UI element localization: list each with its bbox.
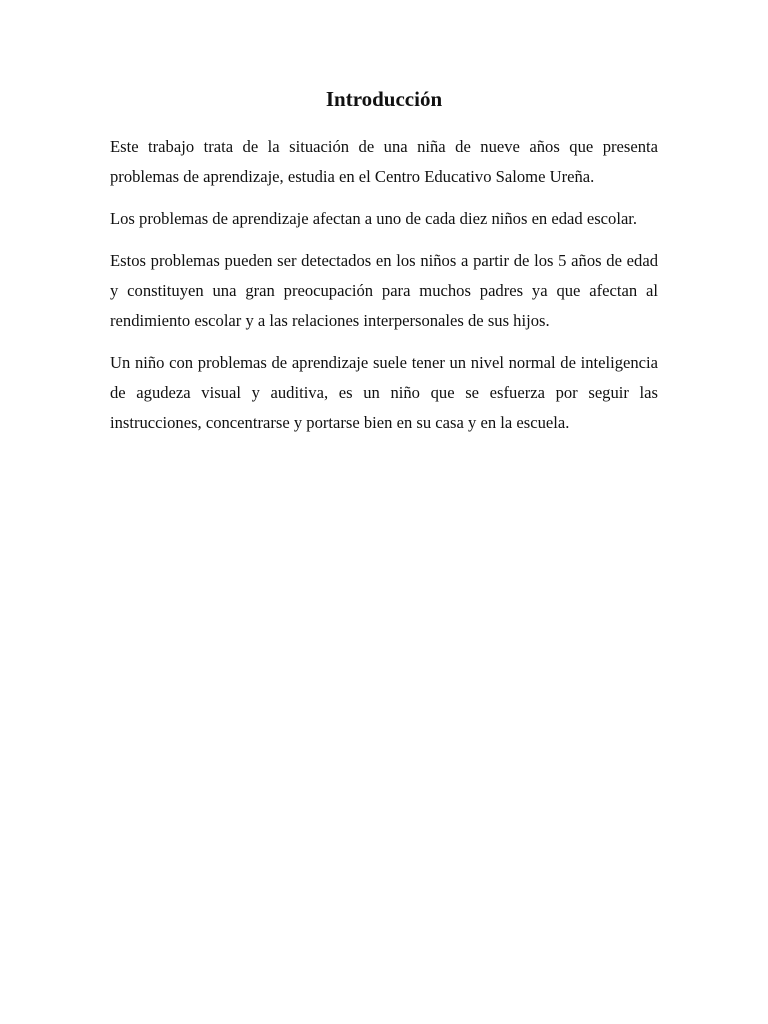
- document-body: [110, 132, 658, 450]
- page-title: Introducción: [325, 87, 443, 111]
- paragraph-3: Estos problemas pueden ser detectados en los niños a partir de los 5 años de edad y constituyen una gran preocupación para muchos padres ya que afectan al rendimiento escolar y a las relaciones interpersonales de sus hijos.: [110, 251, 658, 330]
- paragraph-4: Un niño con problemas de aprendizaje suele tener un nivel normal de inteligencia de agudeza visual y auditiva, es un niño que se esfuerza por seguir las instrucciones, concentrarse y portarse bien en su casa y en la escuela.: [110, 353, 658, 432]
- paragraph-2: Los problemas de aprendizaje afectan a uno de cada diez niños en edad escolar.: [110, 209, 638, 228]
- paragraph-1: Este trabajo trata de la situación de una niña de nueve años que presenta problemas de aprendizaje, estudia en el Centro Educativo Salome Ureña.: [110, 137, 658, 186]
